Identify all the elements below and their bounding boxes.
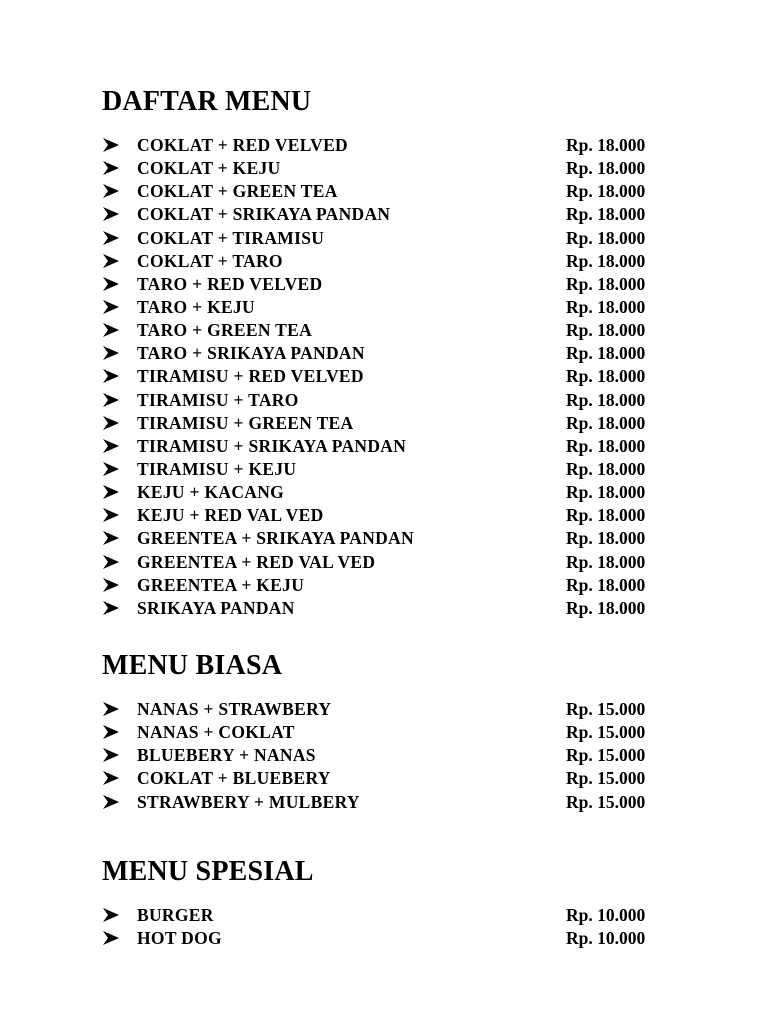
menu-item xyxy=(0,157,768,180)
menu-item-price: Rp. 18.000 xyxy=(566,597,646,618)
arrowhead-bullet-icon xyxy=(102,724,120,740)
menu-item-name: TIRAMISU + KEJU xyxy=(137,458,297,479)
arrowhead-bullet-icon xyxy=(102,137,120,153)
menu-item xyxy=(0,296,768,319)
menu-item-price: Rp. 15.000 xyxy=(566,699,646,719)
menu-item-price: Rp. 18.000 xyxy=(566,296,646,317)
arrowhead-bullet-icon xyxy=(102,600,120,616)
menu-item-price: Rp. 18.000 xyxy=(566,505,646,526)
menu-item xyxy=(0,527,768,550)
menu-item-price: Rp. 18.000 xyxy=(566,320,646,341)
menu-item-list xyxy=(0,904,768,950)
menu-item xyxy=(0,389,768,412)
menu-item-name: TARO + KEJU xyxy=(137,296,255,317)
arrowhead-bullet-icon xyxy=(102,554,120,570)
menu-item-name: COKLAT + TIRAMISU xyxy=(137,227,325,248)
arrowhead-bullet-icon xyxy=(102,701,120,717)
menu-item xyxy=(0,698,768,721)
menu-item-name: GREENTEA + SRIKAYA PANDAN xyxy=(137,528,414,549)
menu-item-name: TIRAMISU + RED VELVED xyxy=(137,366,364,387)
menu-item-price: Rp. 18.000 xyxy=(566,181,646,202)
menu-item-name: SRIKAYA PANDAN xyxy=(137,597,295,618)
menu-item-price: Rp. 18.000 xyxy=(566,458,646,479)
menu-item xyxy=(0,574,768,597)
menu-item-name: TIRAMISU + TARO xyxy=(137,389,299,410)
menu-item xyxy=(0,273,768,296)
menu-item-name: TARO + RED VELVED xyxy=(137,273,323,294)
section-title: MENU BIASA xyxy=(102,650,283,681)
arrowhead-bullet-icon xyxy=(102,794,120,810)
menu-item-price: Rp. 15.000 xyxy=(566,791,646,812)
menu-item-name: TARO + SRIKAYA PANDAN xyxy=(137,343,365,364)
arrowhead-bullet-icon xyxy=(102,322,120,338)
menu-item-price: Rp. 18.000 xyxy=(566,574,646,595)
menu-item xyxy=(0,342,768,365)
menu-item-price: Rp. 18.000 xyxy=(566,204,646,225)
arrowhead-bullet-icon xyxy=(102,530,120,546)
menu-item-price: Rp. 10.000 xyxy=(566,905,646,925)
menu-item-name: TIRAMISU + GREEN TEA xyxy=(137,412,354,433)
menu-item-price: Rp. 18.000 xyxy=(566,135,646,155)
menu-item xyxy=(0,412,768,435)
menu-item-name: GREENTEA + RED VAL VED xyxy=(137,551,376,572)
arrowhead-bullet-icon xyxy=(102,415,120,431)
menu-item-name: COKLAT + SRIKAYA PANDAN xyxy=(137,204,391,225)
menu-item-price: Rp. 15.000 xyxy=(566,745,646,766)
menu-item-name: BLUEBERY + NANAS xyxy=(137,745,316,766)
arrowhead-bullet-icon xyxy=(102,368,120,384)
menu-item xyxy=(0,791,768,814)
menu-item-price: Rp. 18.000 xyxy=(566,389,646,410)
menu-item xyxy=(0,250,768,273)
menu-item-price: Rp. 18.000 xyxy=(566,412,646,433)
menu-item xyxy=(0,767,768,790)
menu-item xyxy=(0,227,768,250)
menu-item-price: Rp. 18.000 xyxy=(566,273,646,294)
menu-item xyxy=(0,435,768,458)
menu-item xyxy=(0,319,768,342)
arrowhead-bullet-icon xyxy=(102,461,120,477)
menu-item-name: COKLAT + RED VELVED xyxy=(137,135,348,155)
menu-item-price: Rp. 18.000 xyxy=(566,343,646,364)
menu-item xyxy=(0,458,768,481)
arrowhead-bullet-icon xyxy=(102,253,120,269)
menu-item-name: COKLAT + BLUEBERY xyxy=(137,768,331,789)
menu-item-list xyxy=(0,134,768,620)
menu-item-name: BURGER xyxy=(137,905,214,925)
arrowhead-bullet-icon xyxy=(102,345,120,361)
arrowhead-bullet-icon xyxy=(102,907,120,923)
menu-item-name: NANAS + COKLAT xyxy=(137,722,295,743)
arrowhead-bullet-icon xyxy=(102,230,120,246)
arrowhead-bullet-icon xyxy=(102,577,120,593)
section-title: DAFTAR MENU xyxy=(102,86,312,117)
menu-item xyxy=(0,744,768,767)
menu-item-price: Rp. 18.000 xyxy=(566,250,646,271)
menu-item xyxy=(0,365,768,388)
arrowhead-bullet-icon xyxy=(102,160,120,176)
arrowhead-bullet-icon xyxy=(102,183,120,199)
menu-item-name: STRAWBERY + MULBERY xyxy=(137,791,360,812)
menu-item xyxy=(0,551,768,574)
menu-item-name: HOT DOG xyxy=(137,928,222,949)
menu-item-name: COKLAT + GREEN TEA xyxy=(137,181,338,202)
menu-item-price: Rp. 18.000 xyxy=(566,482,646,503)
menu-item-price: Rp. 15.000 xyxy=(566,722,646,743)
menu-item-price: Rp. 18.000 xyxy=(566,366,646,387)
menu-item-name: TARO + GREEN TEA xyxy=(137,320,313,341)
arrowhead-bullet-icon xyxy=(102,770,120,786)
menu-item xyxy=(0,481,768,504)
arrowhead-bullet-icon xyxy=(102,276,120,292)
section-title: MENU SPESIAL xyxy=(102,856,314,887)
menu-item-price: Rp. 18.000 xyxy=(566,227,646,248)
menu-item-price: Rp. 10.000 xyxy=(566,928,646,949)
menu-item-name: COKLAT + KEJU xyxy=(137,158,281,179)
arrowhead-bullet-icon xyxy=(102,206,120,222)
menu-item-name: KEJU + KACANG xyxy=(137,482,285,503)
arrowhead-bullet-icon xyxy=(102,438,120,454)
arrowhead-bullet-icon xyxy=(102,484,120,500)
arrowhead-bullet-icon xyxy=(102,392,120,408)
menu-item-price: Rp. 18.000 xyxy=(566,435,646,456)
menu-item xyxy=(0,203,768,226)
menu-item xyxy=(0,927,768,950)
menu-item-name: TIRAMISU + SRIKAYA PANDAN xyxy=(137,435,407,456)
arrowhead-bullet-icon xyxy=(102,507,120,523)
menu-item-price: Rp. 18.000 xyxy=(566,528,646,549)
menu-item xyxy=(0,904,768,927)
menu-item-list xyxy=(0,698,768,814)
menu-item-price: Rp. 15.000 xyxy=(566,768,646,789)
menu-item-price: Rp. 18.000 xyxy=(566,158,646,179)
menu-item xyxy=(0,721,768,744)
menu-item-name: COKLAT + TARO xyxy=(137,250,283,271)
arrowhead-bullet-icon xyxy=(102,747,120,763)
arrowhead-bullet-icon xyxy=(102,930,120,946)
arrowhead-bullet-icon xyxy=(102,299,120,315)
menu-item-name: NANAS + STRAWBERY xyxy=(137,699,332,719)
menu-item-name: GREENTEA + KEJU xyxy=(137,574,305,595)
menu-item-price: Rp. 18.000 xyxy=(566,551,646,572)
menu-item xyxy=(0,504,768,527)
menu-item xyxy=(0,180,768,203)
menu-item xyxy=(0,134,768,157)
menu-item-name: KEJU + RED VAL VED xyxy=(137,505,324,526)
menu-item xyxy=(0,597,768,620)
